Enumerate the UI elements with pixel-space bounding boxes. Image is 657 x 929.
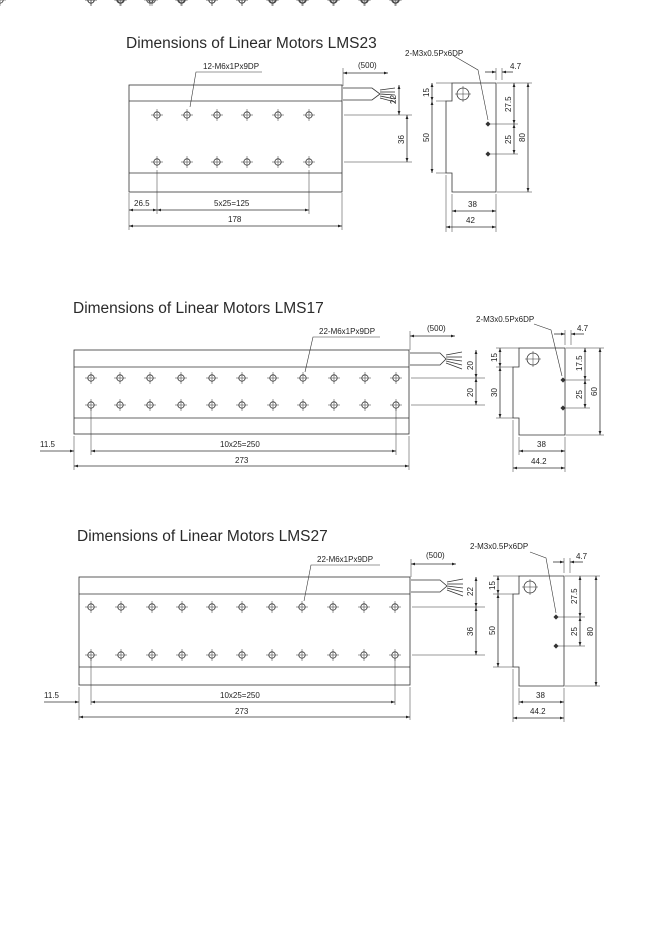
dim-side-offset: 4.7 (510, 62, 522, 71)
cable (343, 68, 395, 102)
side-hole-callout: 2-M3x0.5Px6DP (470, 542, 529, 551)
dim-top-to-row: 20 (466, 361, 475, 370)
title-lms27: Dimensions of Linear Motors LMS27 (77, 528, 328, 545)
dim-side-upper: 27.5 (504, 96, 513, 112)
cable-length-label: (500) (358, 61, 377, 70)
hole-callout: 22-M6x1Px9DP (319, 327, 376, 336)
dim-side-inner-width: 38 (468, 200, 477, 209)
cable-length-label: (500) (426, 551, 445, 560)
lms17-side-view (496, 324, 604, 472)
dim-total-length: 178 (228, 215, 242, 224)
dim-row-gap: 20 (466, 388, 475, 397)
dim-row-gap: 36 (466, 627, 475, 636)
hole-pattern (0, 0, 315, 168)
dim-side-height: 80 (586, 627, 595, 636)
dim-side-upper: 27.5 (570, 588, 579, 604)
motor-body-outline (74, 350, 409, 434)
dim-pitch: 10x25=250 (220, 691, 260, 700)
cable (410, 331, 462, 369)
hole-callout: 22-M6x1Px9DP (317, 555, 374, 564)
dim-side-mid: 50 (488, 626, 497, 635)
cable-length-label: (500) (427, 324, 446, 333)
dim-side-width: 42 (466, 216, 475, 225)
dim-top-to-row: 22 (389, 95, 398, 104)
lms27-side-view (493, 552, 600, 722)
dim-start-offset: 26.5 (134, 199, 150, 208)
dim-side-top: 15 (422, 88, 431, 97)
lms23-side-view (432, 56, 532, 232)
dim-side-width: 44.2 (531, 457, 547, 466)
dim-side-lower: 25 (504, 135, 513, 144)
title-lms23: Dimensions of Linear Motors LMS23 (126, 35, 377, 52)
dim-side-top: 15 (490, 353, 499, 362)
lms27-front-view (44, 0, 485, 720)
dim-side-height: 60 (590, 387, 599, 396)
dim-side-inner-width: 38 (536, 691, 545, 700)
dim-side-height: 80 (518, 133, 527, 142)
dim-side-lower: 25 (570, 627, 579, 636)
dim-top-to-row: 22 (466, 587, 475, 596)
dim-side-mid: 30 (490, 388, 499, 397)
dim-total-length: 273 (235, 707, 249, 716)
lms23-front-view (0, 0, 412, 230)
side-hole-callout: 2-M3x0.5Px6DP (476, 315, 535, 324)
dim-total-length: 273 (235, 456, 249, 465)
dim-side-lower: 25 (575, 390, 584, 399)
dim-pitch: 5x25=125 (214, 199, 250, 208)
dim-side-upper: 17.5 (575, 355, 584, 371)
dim-side-offset: 4.7 (577, 324, 589, 333)
title-lms17: Dimensions of Linear Motors LMS17 (73, 300, 324, 317)
dim-side-mid: 50 (422, 133, 431, 142)
side-hole-callout: 2-M3x0.5Px6DP (405, 49, 464, 58)
dim-side-offset: 4.7 (576, 552, 588, 561)
dim-row-gap: 36 (397, 135, 406, 144)
dim-start-offset: 11.5 (44, 691, 59, 700)
dim-side-top: 15 (488, 581, 497, 590)
cable (411, 559, 463, 596)
dim-start-offset: 11.5 (40, 440, 55, 449)
lms17-front-view (40, 0, 485, 470)
dim-side-inner-width: 38 (537, 440, 546, 449)
dim-side-width: 44.2 (530, 707, 546, 716)
dim-pitch: 10x25=250 (220, 440, 260, 449)
motor-body-outline (79, 577, 410, 685)
hole-callout: 12-M6x1Px9DP (203, 62, 260, 71)
